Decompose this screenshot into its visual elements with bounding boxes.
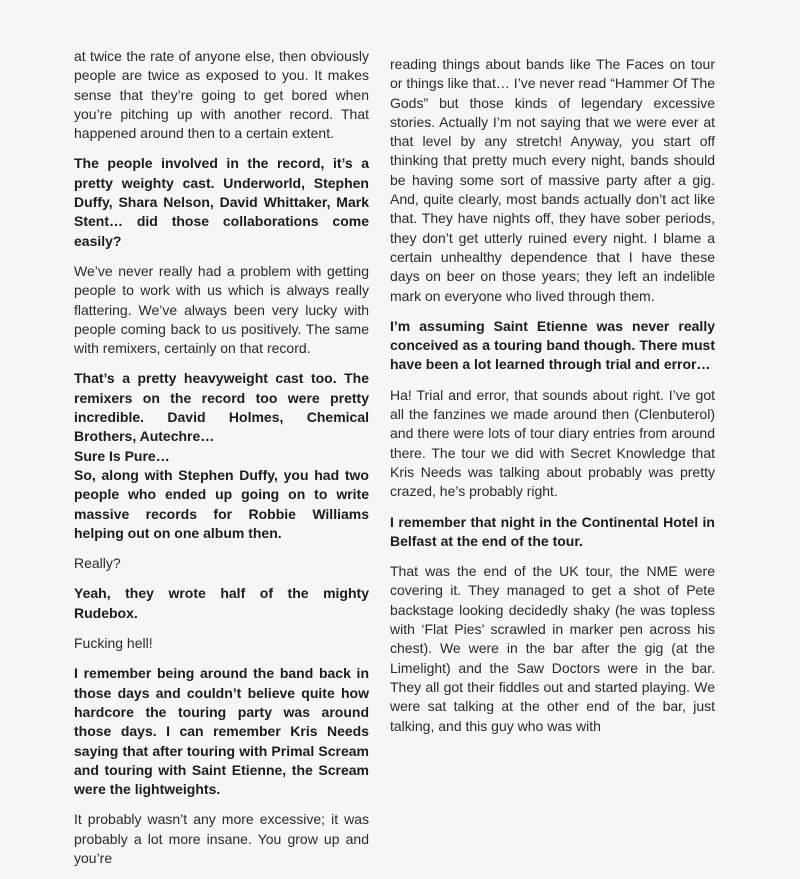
question-paragraph: I remember being around the band back in those days and couldn’t believe quite how hardcore the touring party was around those days. I can remember Kris Needs saying that after touring with Primal Scream and touring with Saint Etienne, the Scream were the lightweights. xyxy=(74,665,369,798)
answer-paragraph: Ha! Trial and error, that sounds about right. I’ve got all the fanzines we made around then (Clenbuterol) and there were lots of tour diary entries from around there. The tour we did with Secret Knowledge that Kris Needs was talking about probably was pretty crazed, he’s probably right. xyxy=(390,386,715,500)
right-column xyxy=(390,55,715,747)
answer-paragraph: reading things about bands like The Faces on tour or things like that… I’ve never read “Hammer Of The Gods” but those kinds of legendary excessive stories. Actually I’m not saying that we were ever at that level by any stretch! Anyway, you start off thinking that pretty much every night, bands should be having some sort of massive party after a gig. And, quite clearly, most bands actually don’t act like that. They have nights off, they have sober periods, they don’t get utterly ruined every night. I blame a certain unhealthy dependence that I have these days on beer on those years; they left an indelible mark on everyone who lived through them. xyxy=(390,56,715,304)
answer-paragraph: That was the end of the UK tour, the NME were covering it. They managed to get a shot of Pete backstage looking decidedly shaky (he was topless with ‘Flat Pies’ scrawled in marker pen across his chest). We were in the bar after the gig (at the Limelight) and the Saw Doctors were in the bar. They all got their fiddles out and started playing. We were sat talking at the other end of the bar, just talking, and this guy who was with xyxy=(390,563,715,734)
answer-paragraph: It probably wasn’t any more excessive; it was probably a lot more insane. You grow up and you’re xyxy=(74,811,369,866)
question-paragraph: I remember that night in the Continental Hotel in Belfast at the end of the tour. xyxy=(390,513,715,549)
question-paragraph: That’s a pretty heavyweight cast too. The remixers on the record too were pretty incredible. David Holmes, Chemical Brothers, Autechre… xyxy=(74,370,369,445)
question-paragraph: Sure Is Pure… xyxy=(74,447,170,464)
question-paragraph: So, along with Stephen Duffy, you had two people who ended up going on to write massive records for Robbie Williams helping out on one album then. xyxy=(74,466,369,541)
question-paragraph: Yeah, they wrote half of the mighty Rudebox. xyxy=(74,585,369,621)
answer-paragraph: Fucking hell! xyxy=(74,635,153,652)
question-paragraph: The people involved in the record, it’s a pretty weighty cast. Underworld, Stephen Duffy, Shara Nelson, David Whittaker, Mark Stent… did those collaborations come easily? xyxy=(74,155,369,249)
answer-paragraph: Really? xyxy=(74,555,121,572)
answer-paragraph: at twice the rate of anyone else, then obviously people are twice as exposed to you. It makes sense that they’re going to get bored when you’re pitching up with another record. That happened around then to a certain extent. xyxy=(74,48,369,142)
answer-paragraph: We’ve never really had a problem with getting people to work with us which is always really flattering. We’ve always been very lucky with people coming back to us positively. The same with remixers, certainly on that record. xyxy=(74,262,369,357)
question-paragraph: I’m assuming Saint Etienne was never really conceived as a touring band though. There must have been a lot learned through trial and error… xyxy=(390,317,715,373)
left-column xyxy=(74,47,369,879)
